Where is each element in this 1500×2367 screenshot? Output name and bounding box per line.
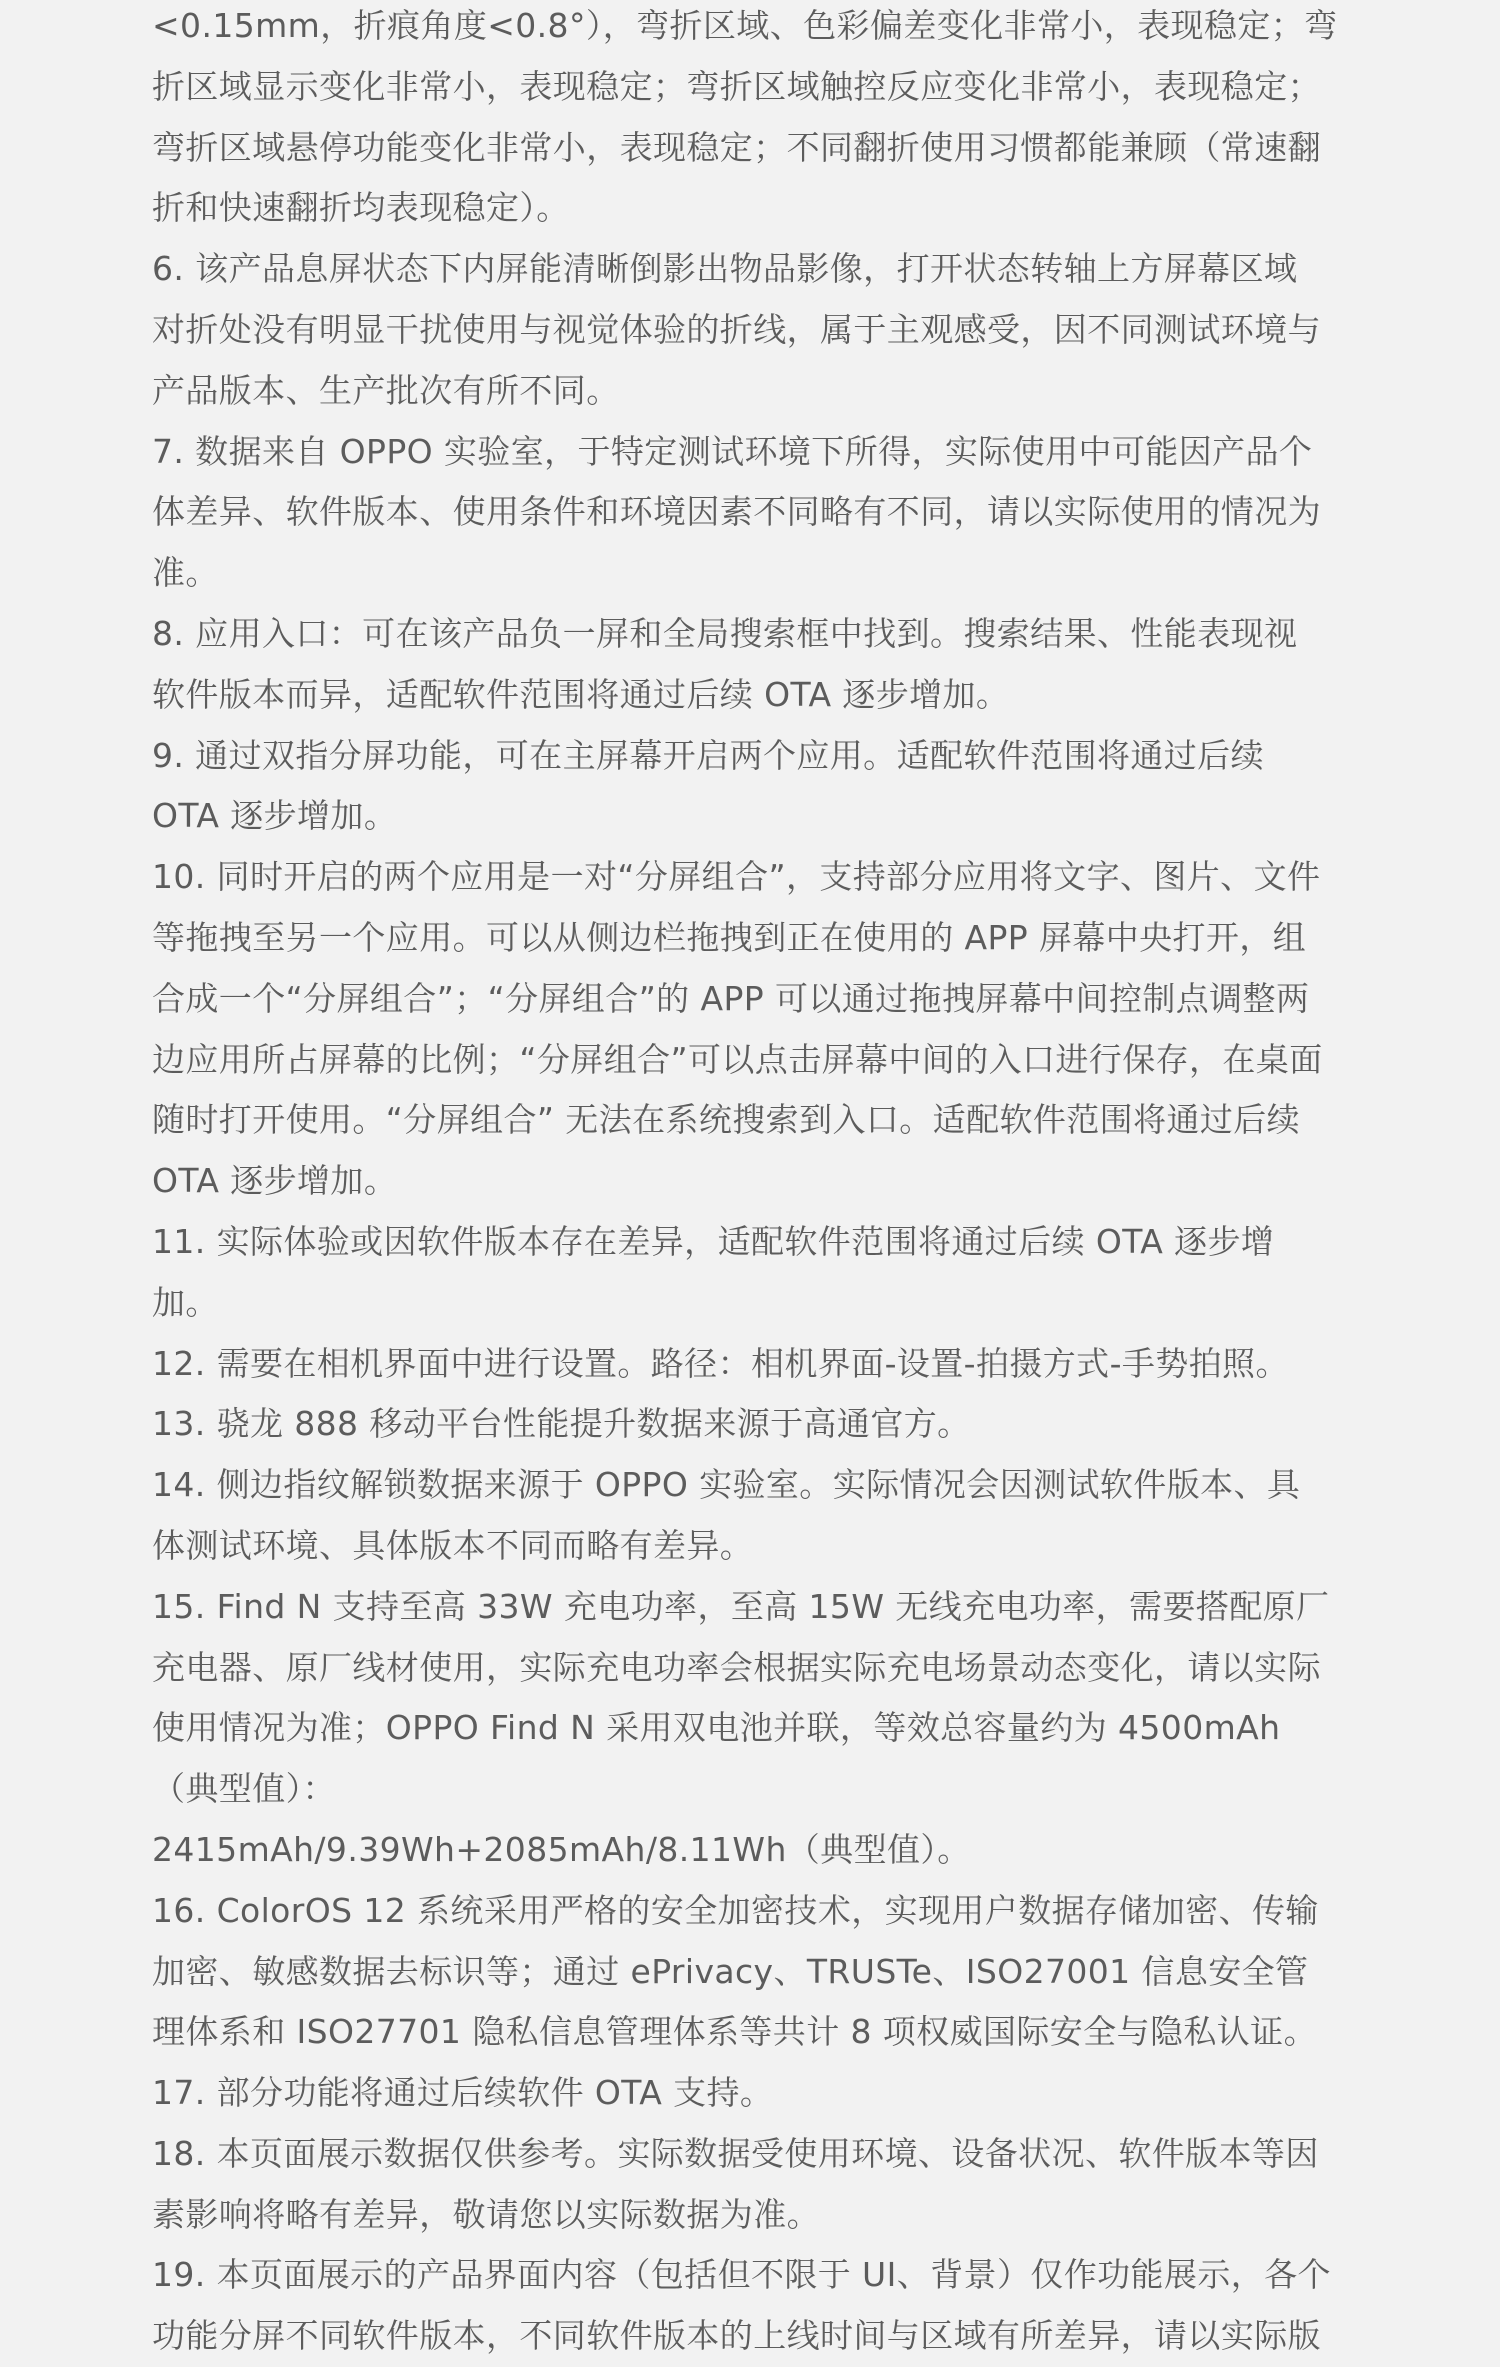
disclaimer-line: 准。 [152,553,219,593]
disclaimer-line: 14. 侧边指纹解锁数据来源于 OPPO 实验室。实际情况会因测试软件版本、具 [152,1465,1301,1505]
disclaimer-line: <0.15mm，折痕角度<0.8°），弯折区域、色彩偏差变化非常小，表现稳定；弯 [152,6,1338,45]
disclaimer-line: 19. 本页面展示的产品界面内容（包括但不限于 UI、背景）仅作功能展示，各个 [152,2255,1331,2295]
disclaimer-line: （典型值）： [152,1769,336,1809]
disclaimer-line: 8. 应用入口：可在该产品负一屏和全局搜索框中找到。搜索结果、性能表现视 [152,613,1298,653]
disclaimer-line: 充电器、原厂线材使用，实际充电功率会根据实际充电场景动态变化，请以实际 [152,1647,1321,1687]
disclaimer-line: 合成一个“分屏组合”；“分屏组合”的 APP 可以通过拖拽屏幕中间控制点调整两 [152,978,1310,1018]
disclaimer-line: 理体系和 ISO27701 隐私信息管理体系等共计 8 项权威国际安全与隐私认证。 [152,2012,1317,2052]
disclaimer-line: 7. 数据来自 OPPO 实验室，于特定测试环境下所得，实际使用中可能因产品个 [152,431,1313,471]
disclaimer-line: 使用情况为准；OPPO Find N 采用双电池并联，等效总容量约为 4500mAh [152,1708,1281,1748]
disclaimer-line: 随时打开使用。“分屏组合” 无法在系统搜索到入口。适配软件范围将通过后续 [152,1100,1301,1140]
disclaimer-line: 折区域显示变化非常小，表现稳定；弯折区域触控反应变化非常小，表现稳定； [152,66,1321,106]
disclaimer-line: 对折处没有明显干扰使用与视觉体验的折线，属于主观感受，因不同测试环境与 [152,309,1321,349]
disclaimer-line: 软件版本而异，适配软件范围将通过后续 OTA 逐步增加。 [152,674,1010,714]
disclaimer-line: 17. 部分功能将通过后续软件 OTA 支持。 [152,2073,774,2113]
disclaimer-line: 16. ColorOS 12 系统采用严格的安全加密技术，实现用户数据存储加密、传输 [152,1890,1319,1930]
disclaimer-line: 产品版本、生产批次有所不同。 [152,370,620,410]
disclaimer-line: 12. 需要在相机界面中进行设置。路径：相机界面-设置-拍摄方式-手势拍照。 [152,1343,1289,1383]
disclaimer-line: 9. 通过双指分屏功能，可在主屏幕开启两个应用。适配软件范围将通过后续 [152,735,1264,775]
disclaimer-line: 等拖拽至另一个应用。可以从侧边栏拖拽到正在使用的 APP 屏幕中央打开，组 [152,917,1307,957]
disclaimer-line: OTA 逐步增加。 [152,796,398,836]
disclaimer-line: 功能分屏不同软件版本，不同软件版本的上线时间与区域有所差异，请以实际版 [152,2316,1321,2356]
disclaimer-line: 体差异、软件版本、使用条件和环境因素不同略有不同，请以实际使用的情况为 [152,492,1321,532]
disclaimer-line: 加。 [152,1282,219,1322]
disclaimer-notes [152,0,1362,2367]
disclaimer-line: 2415mAh/9.39Wh+2085mAh/8.11Wh（典型值）。 [152,1829,971,1869]
disclaimer-line: 13. 骁龙 888 移动平台性能提升数据来源于高通官方。 [152,1404,971,1444]
disclaimer-line: 10. 同时开启的两个应用是一对“分屏组合”，支持部分应用将文字、图片、文件 [152,857,1321,897]
disclaimer-line: 弯折区域悬停功能变化非常小，表现稳定；不同翻折使用习惯都能兼顾（常速翻 [152,127,1321,167]
disclaimer-line: 边应用所占屏幕的比例；“分屏组合”可以点击屏幕中间的入口进行保存，在桌面 [152,1039,1323,1079]
disclaimer-line: 11. 实际体验或因软件版本存在差异，适配软件范围将通过后续 OTA 逐步增 [152,1221,1275,1261]
disclaimer-line: 折和快速翻折均表现稳定）。 [152,188,570,228]
disclaimer-line: 6. 该产品息屏状态下内屏能清晰倒影出物品影像，打开状态转轴上方屏幕区域 [152,249,1298,289]
disclaimer-line: 18. 本页面展示数据仅供参考。实际数据受使用环境、设备状况、软件版本等因 [152,2133,1319,2173]
disclaimer-line: OTA 逐步增加。 [152,1161,398,1201]
disclaimer-line: 加密、敏感数据去标识等；通过 ePrivacy、TRUSTe、ISO27001 信息安全管 [152,1951,1309,1991]
disclaimer-line: 15. Find N 支持至高 33W 充电功率，至高 15W 无线充电功率，需要搭配原厂 [152,1586,1330,1626]
disclaimer-line: 素影响将略有差异，敬请您以实际数据为准。 [152,2194,820,2234]
disclaimer-line: 体测试环境、具体版本不同而略有差异。 [152,1525,754,1565]
